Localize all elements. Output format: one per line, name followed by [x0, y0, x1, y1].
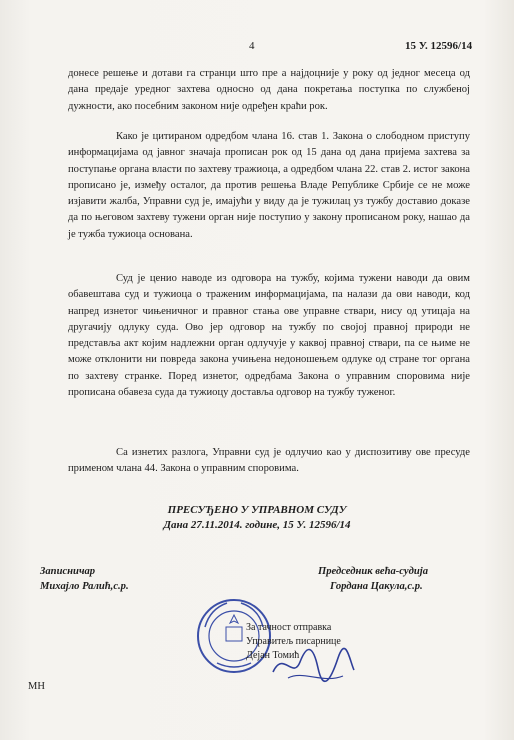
recorder-title: Записничар [40, 566, 96, 577]
president-title: Председник већа-судија [318, 566, 428, 577]
stamp-line-3: Дејан Томић [246, 650, 300, 661]
verdict-date: Дана 27.11.2014. године, 15 У. 12596/14 [163, 519, 351, 531]
footer-initials: МН [28, 681, 45, 692]
verdict-heading: ПРЕСУЂЕНО У УПРАВНОМ СУДУ [167, 504, 347, 516]
paragraph-1: донесе решење и дотави га странци што пре а најдоцније у року од једног месеца од дана предаје уредног захтева односно од дана покретања поступка по службеној дужности, ако посебним законом није одређен краћи рок. [68, 68, 470, 112]
recorder-name: Михајло Ралић,с.р. [40, 581, 129, 592]
paragraph-3: Суд је ценио наводе из одговора на тужбу, којима тужени наводи да овим обавештава суд и тужиоца о траженим информацијама, па налази да ови наводи, код напред изнетог чињеничног и правног стања ове управне ствари, нису од утицаја на другачију одлуку суда. Ово јер одговор на тужбу по својој правној природи не представља акт којим надлежни орган одлучује у каквој правној ствари, па се њиме не може отклонити ни повреда закона учињена недоношењем одлуке од стране тог органа по захтеву странке. Поред изнетог, одредбама Закона о управним споровима није прописана обавеза суда да тужиоцу доставља одговор на тужбу туженог. [68, 273, 470, 399]
paragraph-4: Са изнетих разлога, Управни суд је одлучио као у диспозитиву ове пресуде применом члана 44. Закона о управним споровима. [68, 447, 470, 475]
stamp-line-2: Управитељ писарнице [246, 636, 341, 647]
stamp-line-1: За тачност отправка [246, 622, 332, 633]
president-name: Гордана Цакула,с.р. [330, 581, 423, 592]
handwritten-signature-icon [268, 640, 358, 690]
paragraph-2: Како је цитираном одредбом члана 16. став 1. Закона о слободном приступу информацијама од јавног значаја прописан рок од 15 дана од дана пријема захтева за поступање органа власти по захтеву тражиоца, а одредбом члана 22. став 2. истог закона прописано је, између осталог, да против решења Владе Републике Србије се не може изјавити жалба, Управни суд је, имајући у виду да је тужилац уз тужбу доставио доказе да по његовом захтеву тужени орган није поступио у закону прописаном року, нашао да је тужба тужиоца основана. [68, 131, 470, 240]
page-number: 4 [249, 40, 255, 52]
case-number: 15 У. 12596/14 [405, 40, 473, 52]
